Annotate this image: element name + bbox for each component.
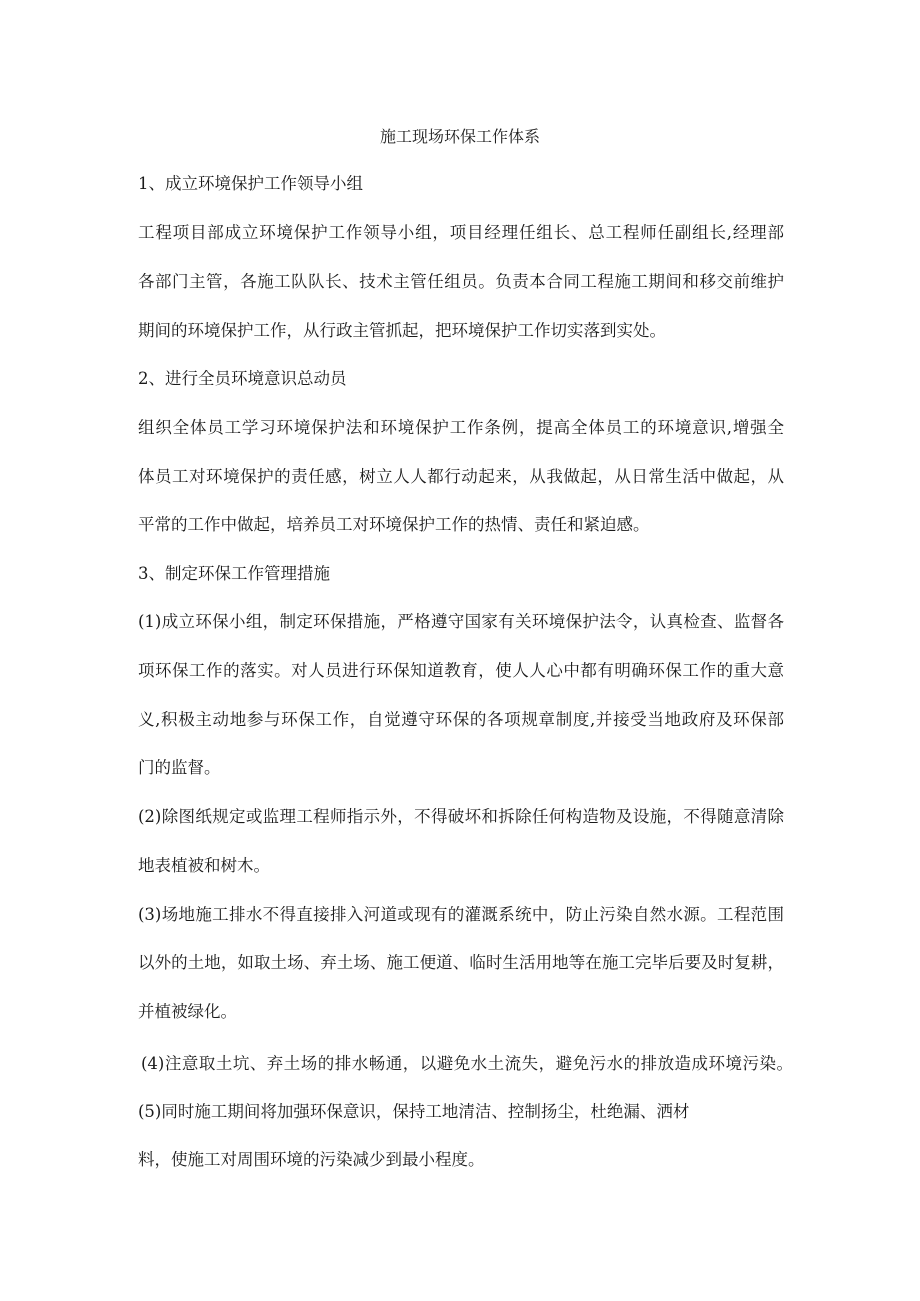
- paragraph-line: 地表植被和树木。: [138, 856, 270, 875]
- paragraph-line: (4)注意取土坑、弃土场的排水畅通，以避免水土流失，避免污水的排放造成环境污染。: [141, 1054, 793, 1073]
- paragraph-line: 工程项目部成立环境保护工作领导小组，项目经理任组长、总工程师任副组长,经理部: [138, 223, 784, 242]
- document-title: 施工现场环保工作体系: [379, 127, 540, 146]
- paragraph-line: 期间的环境保护工作，从行政主管抓起，把环境保护工作切实落到实处。: [138, 321, 666, 340]
- paragraph-line: (1)成立环保小组，制定环保措施，严格遵守国家有关环境保护法令，认真检查、监督各: [138, 612, 784, 631]
- paragraph-line: 料，使施工对周围环境的污染减少到最小程度。: [138, 1150, 485, 1169]
- paragraph-line: 项环保工作的落实。对人员进行环保知道教育，使人人心中都有明确环保工作的重大意: [138, 661, 784, 680]
- section-heading-1: 1、成立环境保护工作领导小组: [138, 174, 363, 193]
- section-heading-2: 2、进行全员环境意识总动员: [138, 369, 347, 388]
- paragraph-line: 义,积极主动地参与环保工作，自觉遵守环保的各项规章制度,并接受当地政府及环保部: [138, 710, 784, 729]
- paragraph-line: 平常的工作中做起，培养员工对环境保护工作的热情、责任和紧迫感。: [138, 515, 650, 534]
- paragraph-line: 各部门主管，各施工队队长、技术主管任组员。负责本合同工程施工期间和移交前维护: [138, 272, 784, 291]
- paragraph-line: 体员工对环境保护的责任感，树立人人都行动起来，从我做起，从日常生活中做起，从: [138, 467, 784, 486]
- section-heading-3: 3、制定环保工作管理措施: [138, 564, 330, 583]
- paragraph-line: (3)场地施工排水不得直接排入河道或现有的灌溉系统中，防止污染自然水源。工程范围: [138, 905, 784, 924]
- paragraph-line: (5)同时施工期间将加强环保意识，保持工地清洁、控制扬尘，杜绝漏、洒材: [138, 1102, 690, 1121]
- paragraph-line: 以外的土地，如取土场、弃土场、施工便道、临时生活用地等在施工完毕后要及时复耕，: [138, 953, 784, 972]
- paragraph-line: 门的监督。: [138, 758, 221, 777]
- paragraph-line: 组织全体员工学习环境保护法和环境保护工作条例，提高全体员工的环境意识,增强全: [138, 418, 784, 437]
- paragraph-line: 并植被绿化。: [138, 1002, 237, 1021]
- paragraph-line: (2)除图纸规定或监理工程师指示外，不得破坏和拆除任何构造物及设施，不得随意清除: [138, 807, 784, 826]
